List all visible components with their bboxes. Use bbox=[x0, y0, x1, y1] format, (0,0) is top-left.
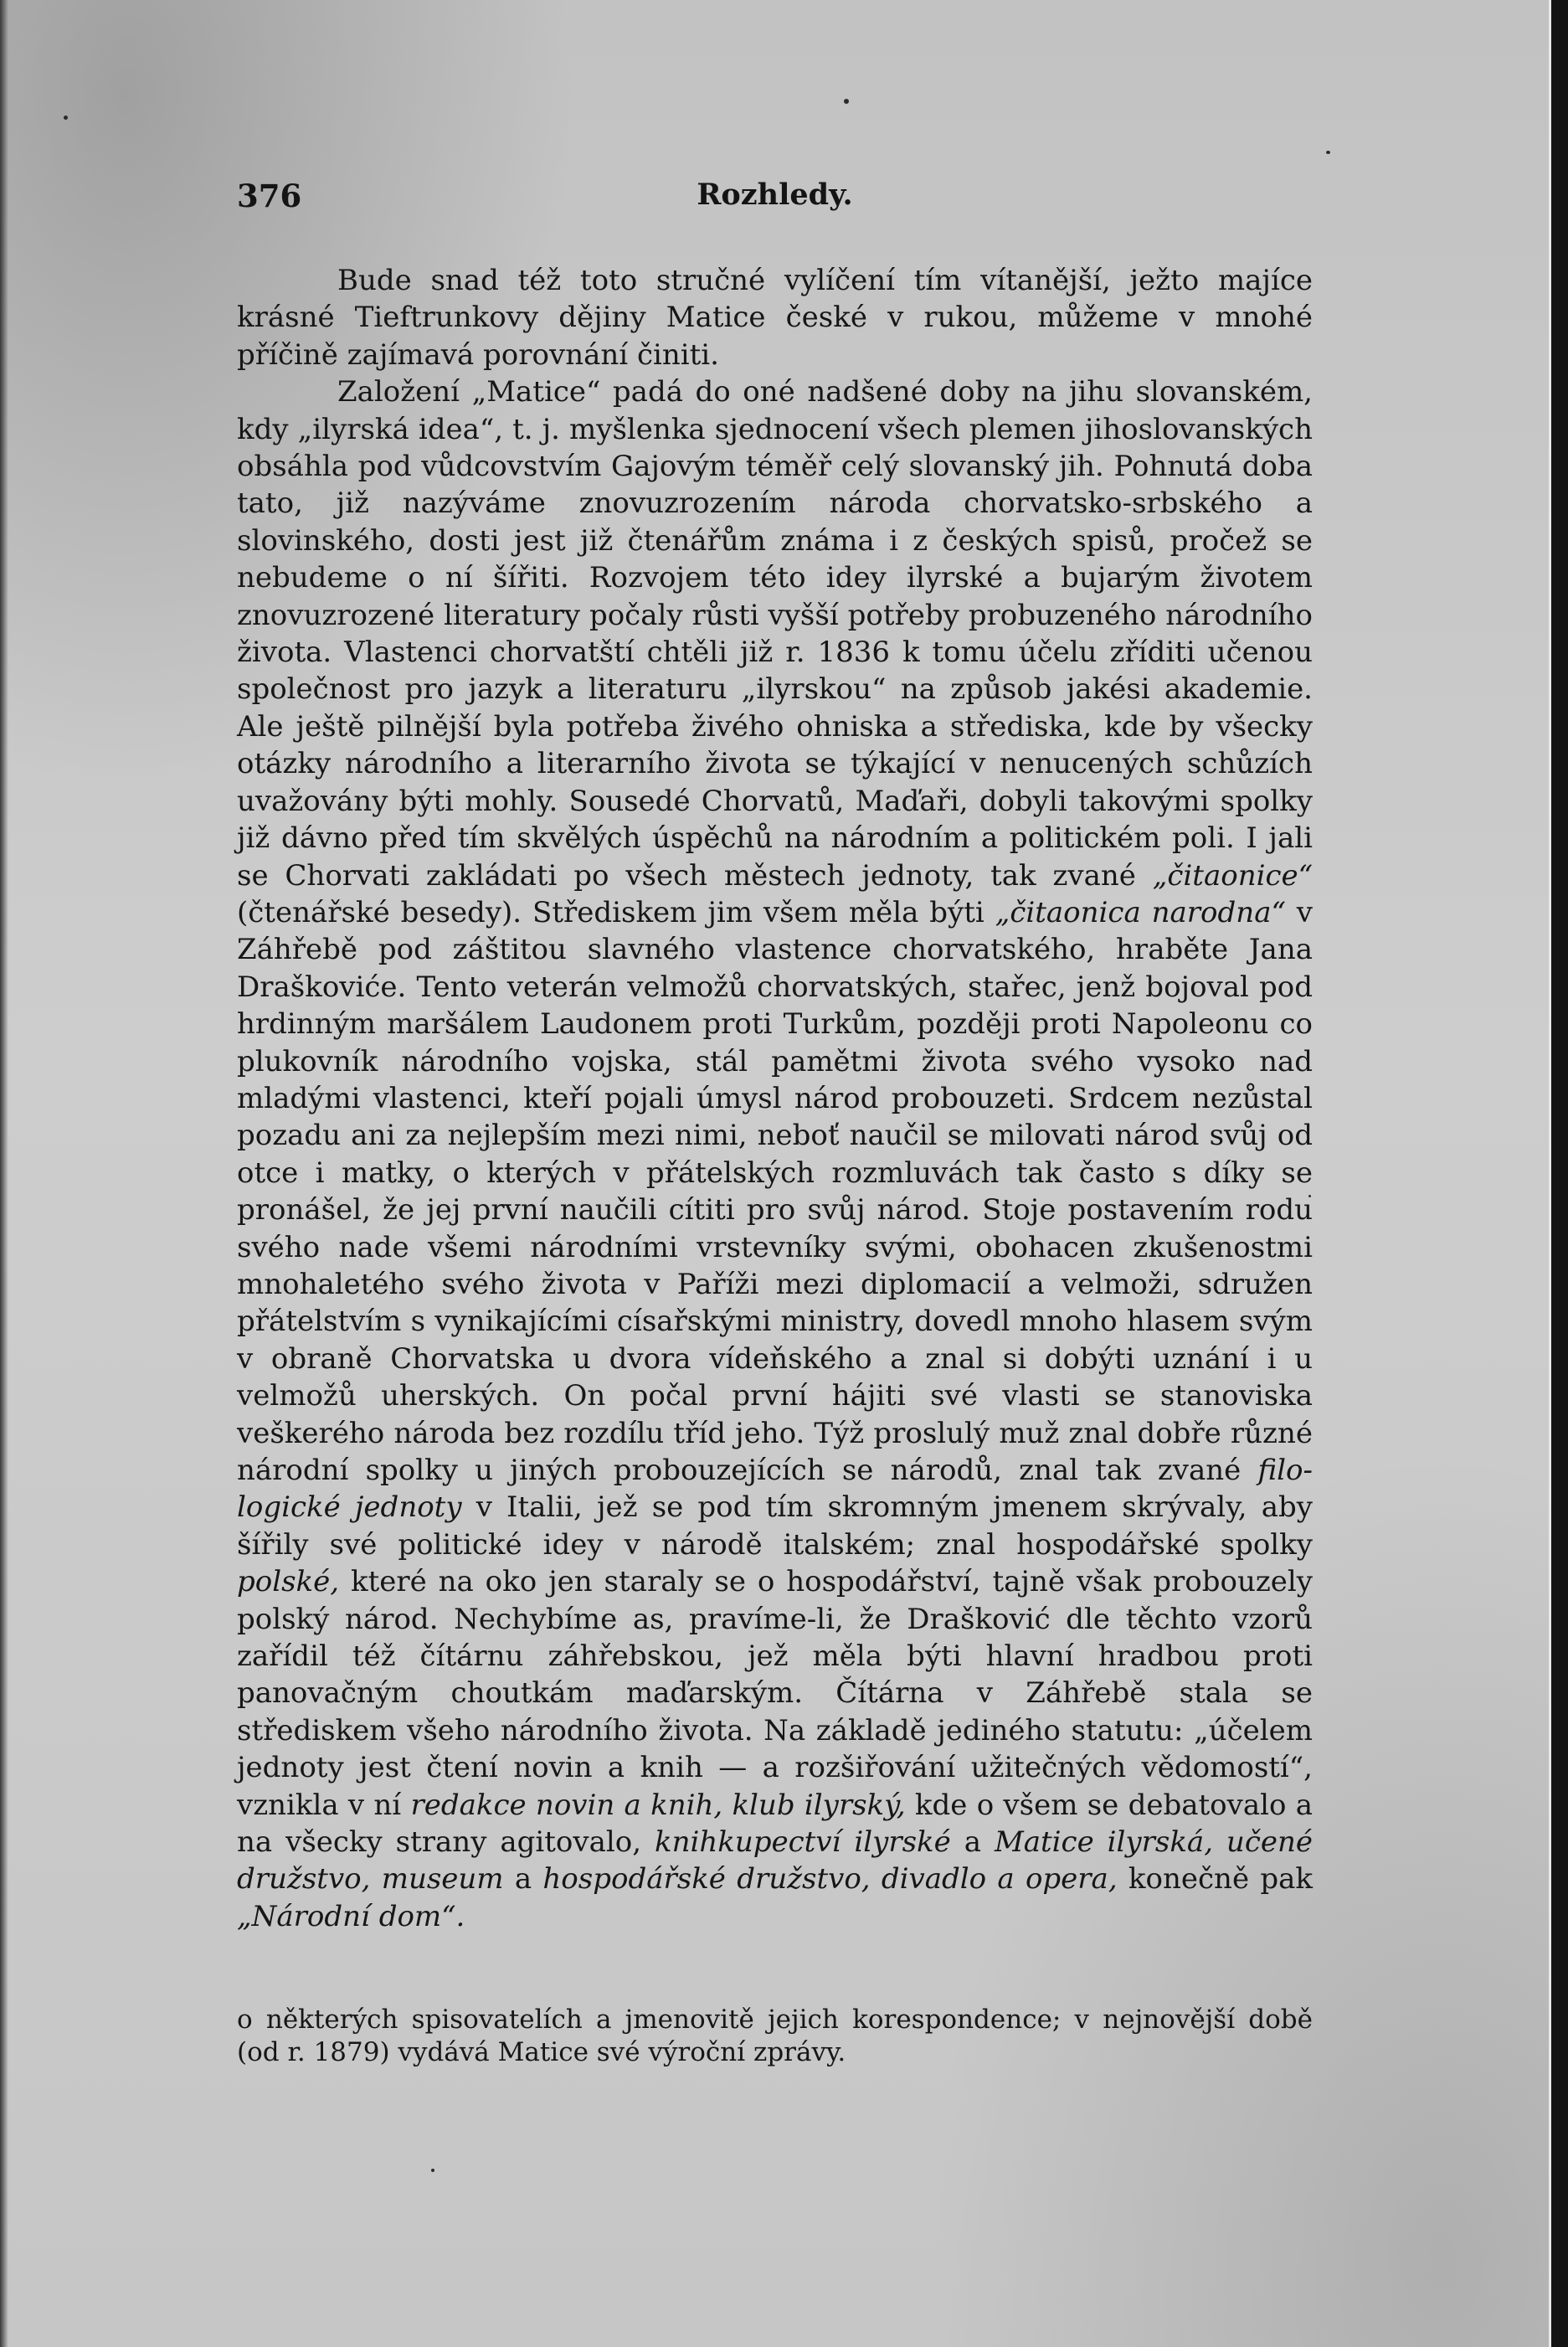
footnote-text: o některých spisovatelích a jmenovitě jejich korespondence; v nejnovější době (od r. 1879) vydává Matice své výroční zprávy. bbox=[237, 2005, 1313, 2067]
running-head: Rozhledy. bbox=[697, 178, 853, 212]
text-run: (čtenářské besedy). Střediskem jim všem měla býti bbox=[237, 895, 984, 929]
italic-term: „čitaonica narodna“ bbox=[995, 895, 1286, 929]
italic-term: filologické jednoty bbox=[237, 1454, 1313, 1525]
italic-term: hospodářské družstvo, divadlo a opera, bbox=[542, 1862, 1118, 1897]
text-run: kde o všem se debatovalo a na všecky strany agitovalo, bbox=[237, 1788, 1314, 1860]
dust-speck bbox=[1326, 151, 1330, 154]
text-run: a bbox=[964, 1825, 981, 1860]
text-run: a bbox=[514, 1862, 532, 1897]
text-run: které na oko jen staraly se o hospodářství, tajně však probouzely polský národ. Nechybíme as, pravíme-li, že Drašković dle těchto vzorů zařídil též čítárnu záhřebskou, jež měla býti hlavní hradbou proti panovačným choutkám maďarským. Čítárna v Záhřebě stala se střediskem všeho národního života. Na základě jediného statutu: „účelem jednoty jest čtení novin a knih — a rozšiřování užitečných vědomostí“, vznikla v ní bbox=[237, 1565, 1313, 1822]
main-text bbox=[237, 262, 1313, 1935]
text-run: v Italii, jež se pod tím skromným jmenem skrývaly, aby šířily své politické idey v národě italském; znal hospodářské spolky bbox=[237, 1490, 1313, 1562]
footnote bbox=[237, 2004, 1313, 2069]
paragraph-matice-founding bbox=[237, 373, 1313, 1935]
italic-term: polské, bbox=[237, 1565, 340, 1599]
italic-term: redakce novin a knih, klub ilyrský, bbox=[410, 1788, 906, 1822]
page-edge-shadow-left bbox=[0, 0, 8, 2347]
italic-term: knihkupectví ilyrské bbox=[654, 1825, 951, 1860]
italic-term: Matice ilyrská, učené družstvo, museum bbox=[237, 1825, 1314, 1897]
dust-speck bbox=[431, 2169, 434, 2172]
page-number: 376 bbox=[237, 178, 302, 214]
paragraph-intro: Bude snad též toto stručné vylíčení tím vítanější, ježto majíce krásné Tieftrunkovy dějiny Matice české v rukou, můžeme v mnohé příčině zajímavá porovnání činiti. bbox=[237, 264, 1313, 372]
text-run: v Záhřebě pod záštitou slavného vlastence chorvatského, hraběte Jana Draškoviće. Tento veterán velmožů chorvatských, stařec, jenž bojoval pod hrdinným maršálem Laudonem proti Turkům, později proti Napoleonu co plukovník národního vojska, stál pamětmi života svého vysoko nad mladými vlastenci, kteří pojali úmysl národ probouzeti. Srdcem nezůstal pozadu ani za nejlepším mezi nimi, neboť naučil se milovati národ svůj od otce i matky, o kterých v přátelských rozmluvách tak často s díky se pronášel, že jej první naučili cítiti pro svůj národ. Stoje postavením rodu svého nade všemi národními vrstevníky svými, obohacen zkušenostmi mnohaletého svého života v Paříži mezi diplomacií a velmoži, sdružen přátelstvím s vynikajícími císařskými ministry, dovedl mnoho hlasem svým v obraně Chorvatska u dvora vídeňského a znal si dobýti uznání i u velmožů uherských. On počal první hájiti své vlasti se stanoviska veškerého národa bez rozdílu tříd jeho. Týž proslulý muž znal dobře různé národní spolky u jiných probouzejících se národů, znal tak zvané bbox=[237, 895, 1313, 1487]
italic-term: „Národní dom“. bbox=[237, 1899, 465, 1933]
dust-speck bbox=[64, 116, 68, 120]
italic-term: „čitaonice“ bbox=[1152, 858, 1314, 893]
dust-speck bbox=[844, 99, 849, 104]
page-edge-border-right bbox=[1551, 0, 1568, 2347]
page-header bbox=[237, 178, 1313, 228]
text-run: Založení „Matice“ padá do oné nadšené doby na jihu slovanském, kdy „ilyrská idea“, t. j. myšlenka sjednocení všech plemen jihoslovanských obsáhla pod vůdcovstvím Gajovým téměř celý slovanský jih. Pohnutá doba tato, již nazýváme znovuzrozením národa chorvatsko-srbského a slovinského, dosti jest již čtenářům známa i z českých spisů, pročež se nebudeme o ní šířiti. Rozvojem této idey ilyrské a bujarým životem znovuzrozené literatury počaly růsti vyšší potřeby probuzeného národního života. Vlastenci chorvatští chtěli již r. 1836 k tomu účelu zříditi učenou společnost pro jazyk a literaturu „ilyrskou“ na způsob jakési akademie. Ale ještě pilnější byla potřeba živého ohniska a střediska, kde by všecky otázky národního a literarního života se týkající v nenucených schůzích uvažovány býti mohly. Sousedé Chorvatů, Maďaři, dobyli takovými spolky již dávno před tím skvělých úspěchů na národním a politickém poli. I jali se Chorvati zakládati po všech městech jednoty, tak zvané bbox=[237, 375, 1313, 893]
text-run: konečně pak bbox=[1128, 1862, 1313, 1897]
